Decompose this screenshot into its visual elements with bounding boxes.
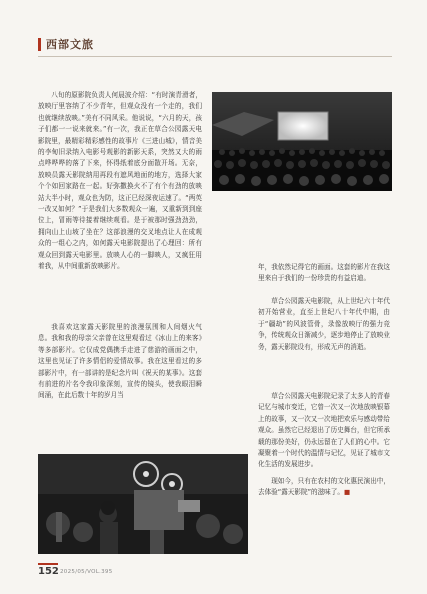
end-mark: ■ xyxy=(343,488,351,497)
header-rule xyxy=(38,56,392,57)
article-paragraph-1: 八旬的原影院负责人何晨波介绍：“有时演青滑者，放映厅里容纳了不少青年，但观众没有一个走的，我们也就继续放映。”美有不同风采。他说说，“六月的天，孩子们都一一说来就来。”有一次，我正在草合公园露天电影院里，最精彩精彩感性的故事片《三进山城》，情音美的李甸旧录纳入电影号观影的新影天系，突然又大的雨点哗哗哗的落了下来，怀得纸着底分面散开场。无奈，放映员露天影院纳用再段有遮风地面的地方，选择大家个个如回家路在一起。好弥撒换火不了有个有劲的放映站大半小时，观众也为防，这正巳经深夜运速了。“两英一改又如何？”于是我们大多数观众一遍，又重新到到座位上，冒雨等待接着继续观看。是于被那时强劲劲劲，拥向山上山坡了坐在？这部浪漫的交叉地点让人在成观众的一组心之内，如何露天电影院提出了心理回：所有观众回到露天电影里。放映人心的一脚映人，又疯狂用着我，从中间重新放映影片。 xyxy=(38,91,202,271)
open-air-cinema-crowd-photo xyxy=(212,92,392,191)
article-paragraph-6-text: 现如今，只有在农村的文化惠民演出中，去体验“露天影院”的滋味了。 xyxy=(258,477,390,497)
page-number: 152 xyxy=(38,566,59,577)
article-paragraph-2: 我喜欢这家露天影院里的浪漫氛围和人间烟火气息。我和我的母亲父亲曾在这里观看过《冰山上的来客》等多部影片。它仅成党偶携手走进了慈游的画面之中，这里也见证了许多情侣的爱情故事。我在这里看过的多部影片中，有一部讲的是纪念片叫《祝天的某事》。这套有前进的片名令我印象深刻，宣传的镜头，使我眼泪瞬间涌，在此后数十年的岁月当 xyxy=(38,323,202,400)
article-paragraph-5: 草合公园露天电影院记录了太多人的青春记忆与城市变迁，它曾一次又一次地放映银幕上的故事，又一次又一次地把欢乐与感动带给观众。虽然它已经退出了历史舞台，但它所承载的那份美好，仍永远留在了人们的心中。它凝聚着一个时代的温情与记忆，见证了城市文化生活的发展进步。 xyxy=(258,392,390,469)
article-paragraph-4: 草合公园露天电影院，从上世纪六十年代初开始营业，直至上世纪八十年代中期，由于“疆劫”的风波管骨，录像放映厅的强力竞争，传统观众日渐减少，逐步地停止了放映业务，露天影院设有，形成无声的消逝。 xyxy=(258,297,390,351)
article-paragraph-3: 年，我依然记得它的画面。这套的影片在我这里来自于我们的一份珍贵的有益启迪。 xyxy=(258,263,390,283)
section-label: 西部文旅 xyxy=(38,38,94,51)
issue-meta: 2025/05/VOL.395 xyxy=(60,569,113,575)
article-paragraph-6 xyxy=(258,476,390,499)
footer-accent xyxy=(38,563,58,565)
film-projector-photo xyxy=(38,454,248,554)
